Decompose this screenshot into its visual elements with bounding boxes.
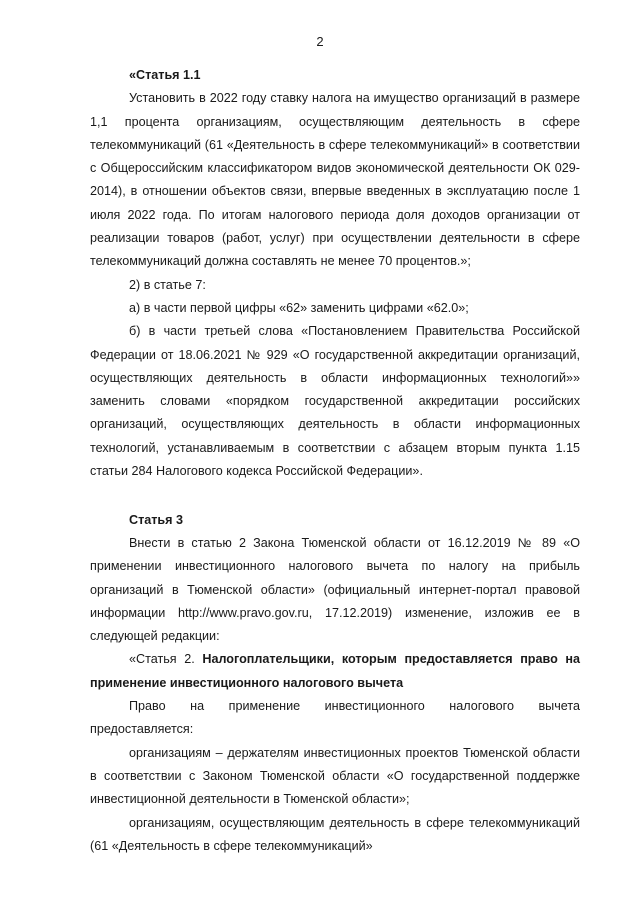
article-3-paragraph-4: организациям – держателям инвестиционных проектов Тюменской области в соответствии с Законом Тюменской области «О государственной поддержке инвестиционной деятельности в Тюменской области»; [90, 745, 580, 807]
article-3-paragraph-3: Право на применение инвестиционного налогового вычета предоставляется: [90, 699, 580, 737]
article-1-1-paragraph-4: б) в части третьей слова «Постановлением Правительства Российской Федерации от 18.06.2021 № 929 «О государственной аккредитации организаций, осуществляющих деятельность в области информационных технологий»» заменить словами «порядком государственной аккредитации российских организаций, осуществляющих деятельность в области информационных технологий, устанавливаемым в соответствии с абзацем вторым пункта 1.15 статьи 284 Налогового кодекса Российской Федерации». [90, 324, 580, 479]
article-1-1-paragraph-1: Установить в 2022 году ставку налога на имущество организаций в размере 1,1 процента организациям, осуществляющим деятельность в сфере телекоммуникаций (61 «Деятельность в сфере телекоммуникаций» в соответствии с Общероссийским классификатором видов экономической деятельности ОК 029-2014), в отношении объектов связи, впервые введенных в эксплуатацию после 1 июля 2022 года. По итогам налогового периода доля доходов организации от реализации товаров (работ, услуг) при осуществлении деятельности в сфере телекоммуникаций должна составлять не менее 70 процентов.»; [90, 91, 580, 269]
article-1-1-paragraph-2: 2) в статье 7: [129, 277, 206, 292]
article-3-paragraph-1: Внести в статью 2 Закона Тюменской области от 16.12.2019 № 89 «О применении инвестиционного налогового вычета по налогу на прибыль организаций в Тюменской области» (официальный интернет-портал правовой информации http://www.pravo.gov.ru, 17.12.2019) изменение, изложив ее в следующей редакции: [90, 535, 580, 644]
quoted-article-number: «Статья 2. [129, 652, 203, 667]
page-number: 2 [316, 34, 324, 49]
quoted-article-bold-title: Налогоплательщики, которым предоставляется право на применение инвестиционного налогового вычета [90, 652, 580, 690]
article-3-heading: Статья 3 [129, 512, 184, 527]
document-body [90, 64, 580, 858]
article-1-1-paragraph-3: а) в части первой цифры «62» заменить цифрами «62.0»; [129, 300, 469, 315]
article-1-1-heading: «Статья 1.1 [129, 68, 201, 82]
section-spacer [90, 483, 580, 506]
article-3-quoted-article-title [90, 648, 580, 695]
article-3-paragraph-5: организациям, осуществляющим деятельность в сфере телекоммуникаций (61 «Деятельность в сфере телекоммуникаций» [90, 815, 580, 853]
